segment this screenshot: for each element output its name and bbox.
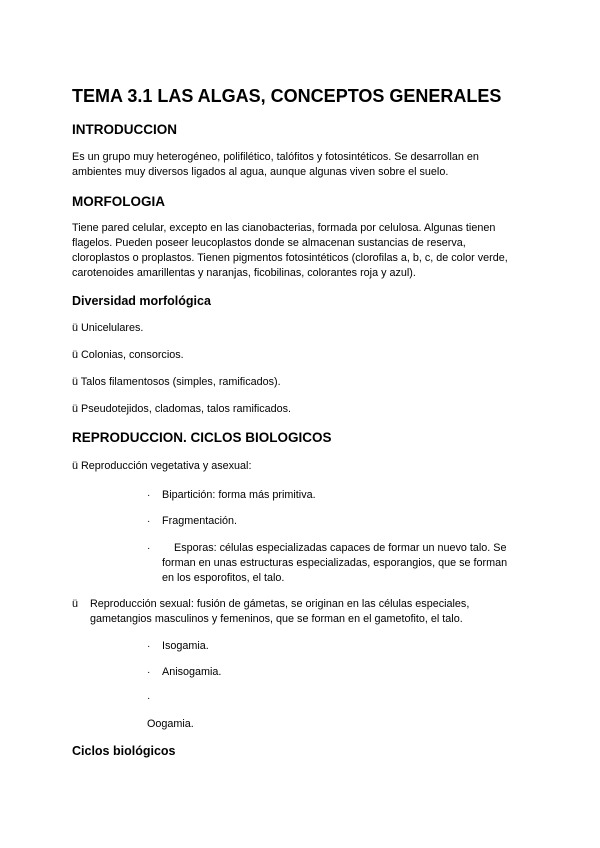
asexual-item: Bipartición: forma más primitiva. [162, 489, 316, 501]
esporas-line-2: forman en unas estructuras especializadas, esporangios, que se forman [162, 557, 508, 569]
bullet-dot: · [147, 641, 151, 652]
morf-line-3: cloroplastos o proplastos. Tienen pigmentos fotosintéticos (clorofilas a, b, c, de color verde, [72, 252, 508, 264]
sexual-mark: ü [72, 598, 79, 610]
intro-line-2: ambientes muy diversos ligados al agua, aunque algunas viven sobre el suelo. [72, 166, 449, 178]
bullet-dot: · [147, 490, 151, 501]
asexual-item: Fragmentación. [162, 515, 238, 527]
heading-introduccion: INTRODUCCION [72, 122, 177, 137]
bullet-dot: · [147, 516, 151, 527]
morf-line-1: Tiene pared celular, excepto en las cianobacterias, formada por celulosa. Algunas tienen [72, 222, 496, 234]
bullet-dot: · [147, 667, 151, 678]
bullet-dot: · [147, 543, 151, 554]
asexual-item: Esporas: células especializadas capaces de formar un nuevo talo. Se [174, 542, 507, 554]
reproduccion-vegetativa: ü Reproducción vegetativa y asexual: [72, 460, 252, 472]
diversidad-item: ü Unicelulares. [72, 322, 144, 334]
bullet-dot: · [147, 693, 151, 704]
diversidad-item: ü Colonias, consorcios. [72, 349, 184, 361]
sexual-line-2: gametangios masculinos y femeninos, que se forman en el gametofito, el talo. [90, 613, 463, 625]
heading-diversidad: Diversidad morfológica [72, 294, 211, 308]
intro-line-1: Es un grupo muy heterogéneo, polifilético, talófitos y fotosintéticos. Se desarrollan en [72, 151, 479, 163]
esporas-line-3: en los esporofitos, el talo. [162, 572, 285, 584]
sexual-line-1: Reproducción sexual: fusión de gámetas, se originan en las células especiales, [90, 598, 470, 610]
morf-line-4: carotenoides amarillentas y naranjas, ficobilinas, colorantes roja y azul). [72, 267, 416, 279]
morf-line-2: flagelos. Pueden poseer leucoplastos donde se almacenan sustancias de reserva, [72, 237, 466, 249]
heading-morfologia: MORFOLOGIA [72, 194, 165, 209]
diversidad-item: ü Pseudotejidos, cladomas, talos ramificados. [72, 403, 292, 415]
heading-reproduccion: REPRODUCCION. CICLOS BIOLOGICOS [72, 430, 332, 445]
heading-ciclos: Ciclos biológicos [72, 744, 176, 758]
diversidad-item: ü Talos filamentosos (simples, ramificados). [72, 376, 281, 388]
sexual-item: Isogamia. [162, 640, 209, 652]
page-title: TEMA 3.1 LAS ALGAS, CONCEPTOS GENERALES [72, 86, 502, 106]
oogamia-item: Oogamia. [147, 718, 194, 730]
sexual-item: Anisogamia. [162, 666, 222, 678]
